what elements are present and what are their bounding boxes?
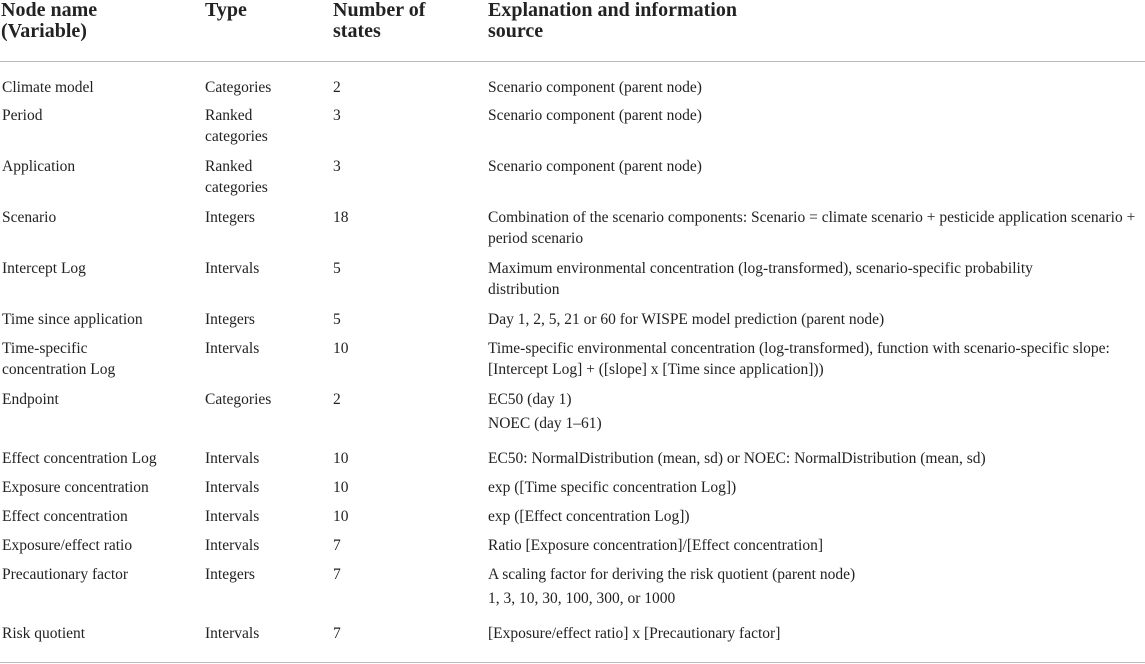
table-row bbox=[0, 200, 1145, 251]
cell-explanation: Scenario component (parent node) bbox=[488, 157, 702, 175]
cell-type: Ranked categories bbox=[205, 157, 268, 196]
cell-states: 5 bbox=[333, 259, 341, 277]
table-row bbox=[0, 441, 1145, 470]
cell-node-name bbox=[0, 586, 205, 616]
cell-explanation: Time-specific environmental concentration (log-transformed), function with scenario-specific slope: [Intercept Log] + ([slope] x [Time since application])) bbox=[488, 339, 1110, 378]
cell-states: 3 bbox=[333, 157, 341, 175]
cell-node-name: Climate model bbox=[2, 78, 94, 96]
cell-type: Intervals bbox=[205, 478, 260, 496]
header-explanation-line2: source bbox=[488, 20, 544, 42]
cell-states: 10 bbox=[333, 507, 349, 525]
cell-explanation: exp ([Time specific concentration Log]) bbox=[488, 478, 737, 496]
table-row bbox=[0, 61, 1145, 98]
cell-explanation: Day 1, 2, 5, 21 or 60 for WISPE model prediction (parent node) bbox=[488, 310, 885, 328]
table-row bbox=[0, 382, 1145, 411]
cell-states: 5 bbox=[333, 310, 341, 328]
cell-node-name: Precautionary factor bbox=[2, 565, 129, 583]
cell-type bbox=[205, 411, 333, 441]
table-row bbox=[0, 557, 1145, 586]
cell-states: 2 bbox=[333, 78, 341, 96]
table-row bbox=[0, 98, 1145, 149]
cell-explanation: Scenario component (parent node) bbox=[488, 78, 702, 96]
header-type-label: Type bbox=[205, 0, 247, 21]
cell-node-name: Intercept Log bbox=[2, 259, 86, 277]
cell-explanation: EC50: NormalDistribution (mean, sd) or NOEC: NormalDistribution (mean, sd) bbox=[488, 449, 986, 467]
table-row bbox=[0, 411, 1145, 441]
cell-states: 18 bbox=[333, 208, 349, 226]
cell-states: 10 bbox=[333, 449, 349, 467]
cell-states: 7 bbox=[333, 565, 341, 583]
cell-explanation: Ratio [Exposure concentration]/[Effect concentration] bbox=[488, 536, 823, 554]
cell-node-name: Time since application bbox=[2, 310, 143, 328]
header-explanation-line1: Explanation and information bbox=[488, 0, 737, 21]
cell-type: Categories bbox=[205, 390, 272, 408]
header-states-line1: Number of bbox=[333, 0, 426, 21]
cell-states: 3 bbox=[333, 106, 341, 124]
cell-type: Intervals bbox=[205, 507, 260, 525]
cell-type bbox=[205, 586, 333, 616]
header-type bbox=[205, 0, 333, 61]
cell-explanation: exp ([Effect concentration Log]) bbox=[488, 507, 690, 525]
cell-node-name: Risk quotient bbox=[2, 624, 86, 642]
cell-explanation: Maximum environmental concentration (log-transformed), scenario-specific probability distribution bbox=[488, 259, 1033, 298]
cell-explanation: EC50 (day 1) bbox=[488, 390, 572, 408]
cell-states: 2 bbox=[333, 390, 341, 408]
cell-states: 7 bbox=[333, 536, 341, 554]
cell-explanation: 1, 3, 10, 30, 100, 300, or 1000 bbox=[488, 589, 676, 607]
cell-explanation: NOEC (day 1–61) bbox=[488, 414, 602, 432]
header-explanation bbox=[488, 0, 1145, 61]
cell-type: Categories bbox=[205, 78, 272, 96]
table-row bbox=[0, 470, 1145, 499]
cell-explanation: A scaling factor for deriving the risk quotient (parent node) bbox=[488, 565, 856, 583]
cell-node-name: Scenario bbox=[2, 208, 57, 226]
cell-explanation: Scenario component (parent node) bbox=[488, 106, 702, 124]
cell-node-name: Time-specific concentration Log bbox=[2, 339, 116, 378]
cell-states: 7 bbox=[333, 624, 341, 642]
cell-type: Intervals bbox=[205, 259, 260, 277]
cell-node-name: Effect concentration Log bbox=[2, 449, 157, 467]
header-number-of-states bbox=[333, 0, 488, 61]
cell-node-name: Exposure/effect ratio bbox=[2, 536, 133, 554]
cell-type: Integers bbox=[205, 208, 255, 226]
table-bottom-rule bbox=[0, 662, 1145, 663]
table-row bbox=[0, 499, 1145, 528]
table-row bbox=[0, 149, 1145, 200]
cell-type: Intervals bbox=[205, 449, 260, 467]
header-node-name-line1: Node name bbox=[1, 0, 98, 21]
cell-type: Intervals bbox=[205, 624, 260, 642]
cell-states bbox=[333, 411, 488, 441]
header-node-name bbox=[0, 0, 205, 61]
cell-node-name: Application bbox=[2, 157, 76, 175]
table-row bbox=[0, 251, 1145, 302]
table-row bbox=[0, 331, 1145, 382]
table-row bbox=[0, 586, 1145, 616]
cell-explanation: [Exposure/effect ratio] x [Precautionary factor] bbox=[488, 624, 781, 642]
cell-type: Integers bbox=[205, 565, 255, 583]
cell-states: 10 bbox=[333, 339, 349, 357]
cell-states bbox=[333, 586, 488, 616]
header-node-name-line2: (Variable) bbox=[1, 20, 87, 42]
table-row bbox=[0, 528, 1145, 557]
cell-node-name bbox=[0, 411, 205, 441]
cell-states: 10 bbox=[333, 478, 349, 496]
cell-node-name: Endpoint bbox=[2, 390, 59, 408]
cell-node-name: Effect concentration bbox=[2, 507, 128, 525]
table-row bbox=[0, 302, 1145, 331]
cell-type: Ranked categories bbox=[205, 106, 268, 145]
cell-type: Intervals bbox=[205, 339, 260, 357]
header-states-line2: states bbox=[333, 20, 381, 42]
table-row bbox=[0, 616, 1145, 645]
cell-node-name: Exposure concentration bbox=[2, 478, 149, 496]
table-header-row bbox=[0, 0, 1145, 61]
cell-explanation: Combination of the scenario components: Scenario = climate scenario + pesticide application scenario + period scenario bbox=[488, 208, 1136, 247]
cell-node-name: Period bbox=[2, 106, 43, 124]
cell-type: Integers bbox=[205, 310, 255, 328]
cell-type: Intervals bbox=[205, 536, 260, 554]
